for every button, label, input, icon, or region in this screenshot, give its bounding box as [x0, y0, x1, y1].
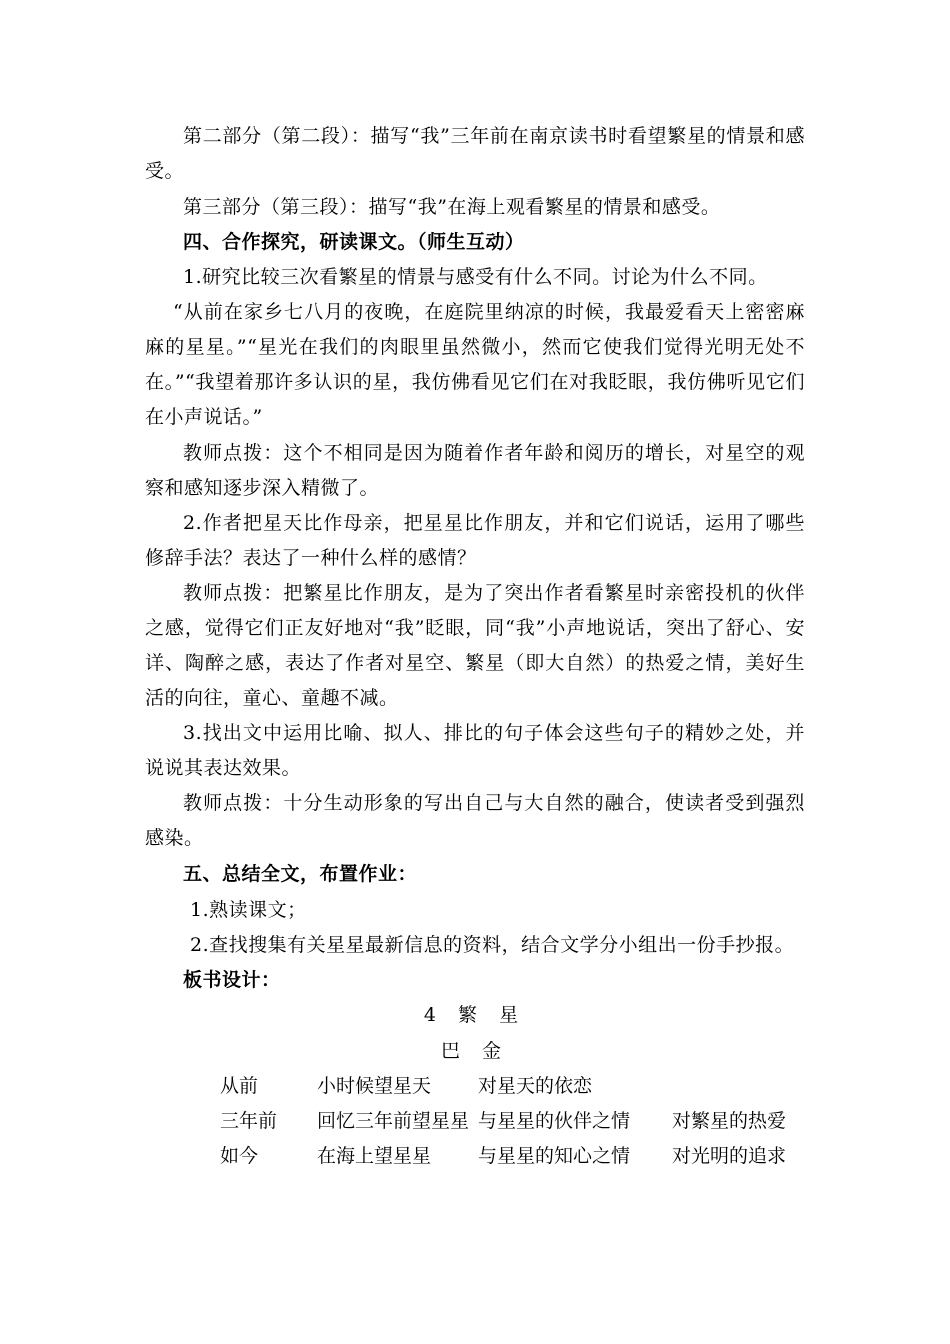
board-cell-scene: 在海上望星星: [317, 1145, 432, 1167]
board-title: 4 繁 星: [423, 1004, 527, 1026]
board-design-heading: 板书设计：: [183, 969, 281, 991]
question-3: 3.找出文中运用比喻、拟人、排比的句子体会这些句子的精妙之处，并说说其表达效果。: [145, 722, 805, 779]
part2-paragraph: 第二部分（第二段）：描写“我”三年前在南京读书时看望繁星的情景和感受。: [145, 125, 805, 182]
question-1-quote: “从前在家乡七八月的夜晚，在庭院里纳凉的时候，我最爱看天上密密麻麻的星星。”“星光在我们的肉眼里虽然微小，然而它使我们觉得光明无处不在。”“我望着那许多认识的星，我仿佛看见它们在对我眨眼，我仿佛听见它们在小声说话。”: [145, 301, 805, 428]
homework-1: 1.熟读课文；: [190, 899, 307, 921]
board-cell-feeling: 对星天的依恋: [478, 1075, 593, 1097]
board-cell-theme: 对光明的追求: [672, 1145, 787, 1167]
board-cell-feeling: 与星星的伙伴之情: [478, 1110, 631, 1132]
board-author: 巴 金: [440, 1040, 510, 1062]
part3-paragraph: 第三部分（第三段）：描写“我”在海上观看繁星的情景和感受。: [183, 196, 721, 218]
question-1: 1.研究比较三次看繁星的情景与感受有什么不同。讨论为什么不同。: [183, 266, 768, 288]
section4-heading: 四、合作探究，研读课文。（师生互动）: [183, 231, 525, 253]
board-cell-theme: 对繁星的热爱: [672, 1110, 787, 1132]
board-cell-period: 从前: [220, 1075, 259, 1097]
homework-2: 2.查找搜集有关星星最新信息的资料，结合文学分小组出一份手抄报。: [190, 934, 795, 956]
question-2: 2.作者把星天比作母亲，把星星比作朋友，并和它们说话，运用了哪些修辞手法？表达了一种什么样的感情？: [145, 512, 805, 569]
board-cell-period: 如今: [220, 1145, 259, 1167]
board-cell-feeling: 与星星的知心之情: [478, 1145, 631, 1167]
board-cell-scene: 小时候望星天: [317, 1075, 432, 1097]
section5-heading: 五、总结全文，布置作业：: [183, 863, 418, 885]
question-2-teacher-tip: 教师点拨：把繁星比作朋友，是为了突出作者看繁星时亲密投机的伙伴之感，觉得它们正友好地对“我”眨眼，同“我”小声地说话，突出了舒心、安详、陶醉之感，表达了作者对星空、繁星（即大自然）的热爱之情，美好生活的向往，童心、童趣不减。: [145, 582, 805, 709]
question-1-teacher-tip: 教师点拨：这个不相同是因为随着作者年龄和阅历的增长，对星空的观察和感知逐步深入精微了。: [145, 442, 805, 499]
board-cell-scene: 回忆三年前望星星: [317, 1110, 470, 1132]
question-3-teacher-tip: 教师点拨：十分生动形象的写出自己与大自然的融合，使读者受到强烈感染。: [145, 792, 805, 849]
board-cell-period: 三年前: [220, 1110, 278, 1132]
